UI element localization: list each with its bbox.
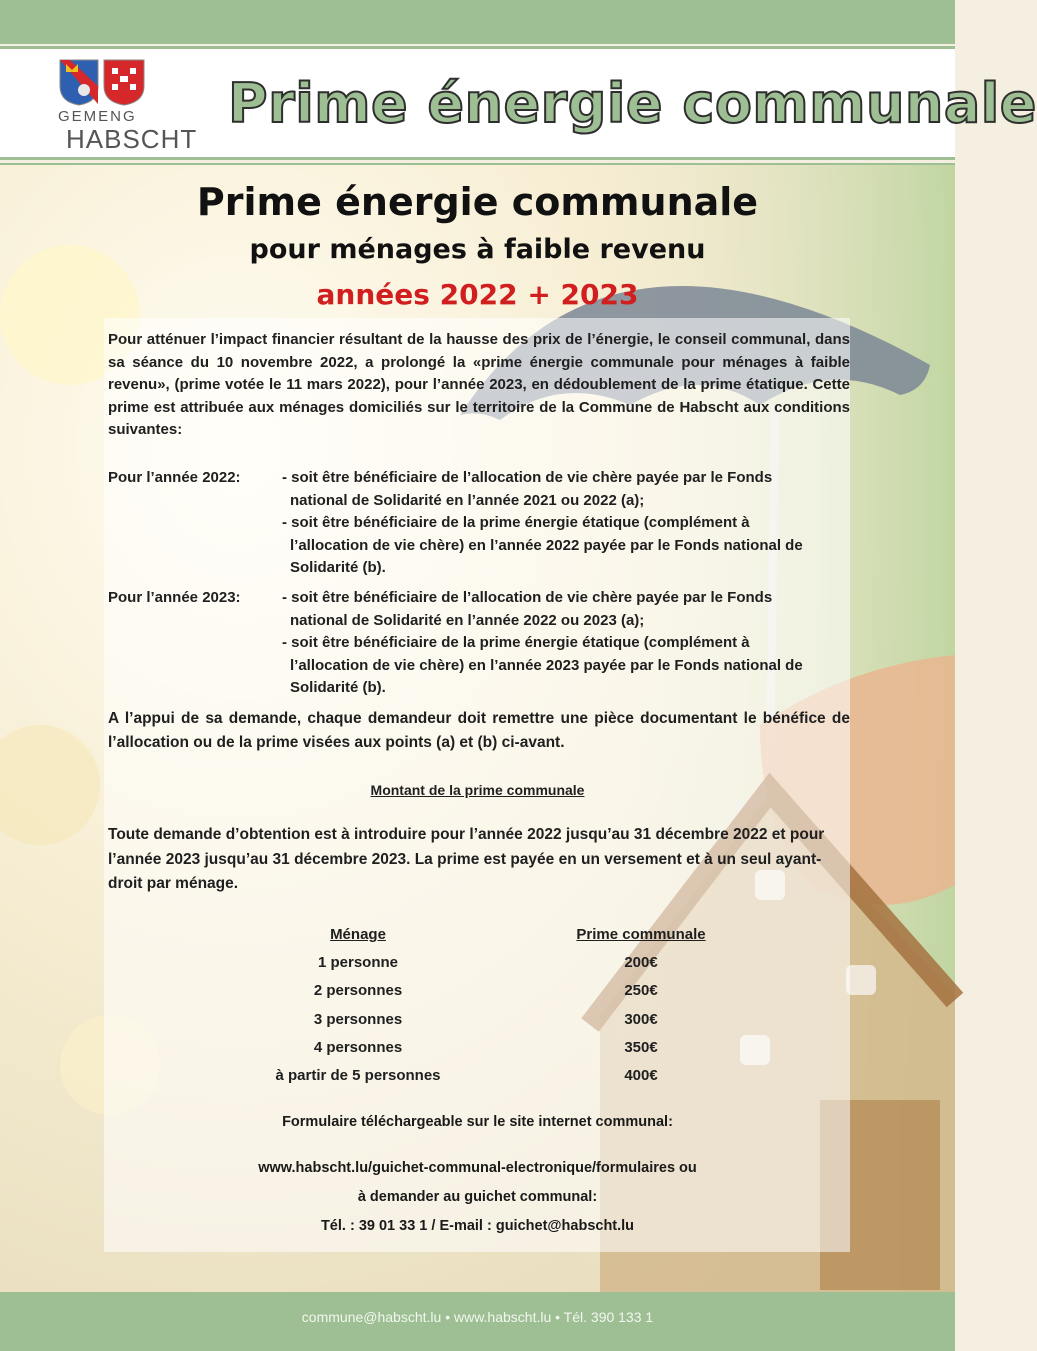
page-title: Prime énergie communale bbox=[196, 180, 759, 224]
formulaire-heading: Formulaire téléchargeable sur le site internet communal: bbox=[282, 1114, 673, 1130]
table-row bbox=[0, 1037, 955, 1065]
banner-title: Prime énergie communale bbox=[228, 72, 1037, 135]
condition-item: - soit être bénéficiaire de la prime énergie étatique (complément à l’allocation de vie chère) en l’année 2023 payée par le Fonds national de Solidarité (b). bbox=[282, 634, 803, 696]
table-cell-menage: 4 personnes bbox=[313, 1038, 403, 1056]
condition-item: - soit être bénéficiaire de la prime énergie étatique (complément à l’allocation de vie chère) en l’année 2022 payée par le Fonds national de Solidarité (b). bbox=[282, 514, 803, 576]
montant-heading: Montant de la prime communale bbox=[370, 782, 585, 798]
table-cell-menage: 3 personnes bbox=[313, 1010, 403, 1028]
table-row bbox=[0, 1009, 955, 1037]
formulaire-url[interactable]: www.habscht.lu/guichet-communal-electronique/formulaires ou bbox=[258, 1160, 697, 1176]
page-years: années 2022 + 2023 bbox=[316, 278, 639, 311]
logo-text-habscht: HABSCHT bbox=[66, 124, 198, 154]
table-cell-menage: 2 personnes bbox=[313, 982, 403, 1000]
table-header-prime: Prime communale bbox=[576, 926, 706, 943]
intro-paragraph: Pour atténuer l’impact financier résultant de la hausse des prix de l’énergie, le conseil communal, dans sa séance du 10 novembre 2022, a prolongé la «prime énergie communale pour ménages à faible revenu», (prime votée le 11 mars 2022), pour l’année 2023, en dédoublement de la prime étatique. Cette prime est attribuée aux ménages domiciliés sur le territoire de la Commune de Habscht aux conditions suivantes: bbox=[108, 331, 850, 438]
table-cell-prime: 200€ bbox=[624, 954, 658, 972]
condition-label-2023: Pour l’année 2023: bbox=[108, 589, 241, 606]
condition-item: - soit être bénéficiaire de l’allocation de vie chère payée par le Fonds national de Solidarité en l’année 2022 ou 2023 (a); bbox=[282, 589, 773, 629]
table-cell-prime: 300€ bbox=[624, 1010, 658, 1028]
table-cell-prime: 400€ bbox=[624, 1066, 658, 1084]
coat-of-arms-icon bbox=[58, 58, 146, 106]
table-row bbox=[0, 980, 955, 1008]
logo-text-gemeng: GEMENG bbox=[58, 108, 137, 125]
table-cell-menage: à partir de 5 personnes bbox=[275, 1066, 441, 1084]
table-header-menage: Ménage bbox=[330, 926, 386, 943]
formulaire-contact[interactable]: Tél. : 39 01 33 1 / E-mail : guichet@habscht.lu bbox=[320, 1218, 635, 1234]
page-subtitle: pour ménages à faible revenu bbox=[249, 234, 706, 265]
table-cell-prime: 250€ bbox=[624, 982, 658, 1000]
top-band bbox=[0, 0, 955, 44]
demande-paragraph: Toute demande d’obtention est à introduire pour l’année 2022 jusqu’au 31 décembre 2022 et pour l’année 2023 jusqu’au 31 décembre 2023. La prime est payée en un versement et à un seul ayant-droit par ménage. bbox=[108, 826, 825, 892]
condition-list-2023 bbox=[282, 587, 822, 700]
condition-list-2022 bbox=[282, 467, 822, 580]
condition-label-2022: Pour l’année 2022: bbox=[108, 469, 241, 486]
table-row bbox=[0, 952, 955, 980]
footer-text: commune@habscht.lu • www.habscht.lu • Tél. 390 133 1 bbox=[301, 1309, 654, 1325]
table-cell-prime: 350€ bbox=[624, 1038, 658, 1056]
header-divider bbox=[0, 157, 955, 160]
condition-item: - soit être bénéficiaire de l’allocation de vie chère payée par le Fonds national de Solidarité en l’année 2021 ou 2022 (a); bbox=[282, 469, 773, 509]
table-row bbox=[0, 1065, 955, 1093]
appui-paragraph: A l’appui de sa demande, chaque demandeur doit remettre une pièce documentant le bénéfice de l’allocation ou de la prime visées aux points (a) et (b) ci-avant. bbox=[108, 710, 850, 751]
formulaire-guichet: à demander au guichet communal: bbox=[357, 1189, 598, 1205]
table-cell-menage: 1 personne bbox=[317, 954, 399, 972]
table-header-row bbox=[0, 924, 955, 952]
prime-table bbox=[0, 924, 955, 1093]
